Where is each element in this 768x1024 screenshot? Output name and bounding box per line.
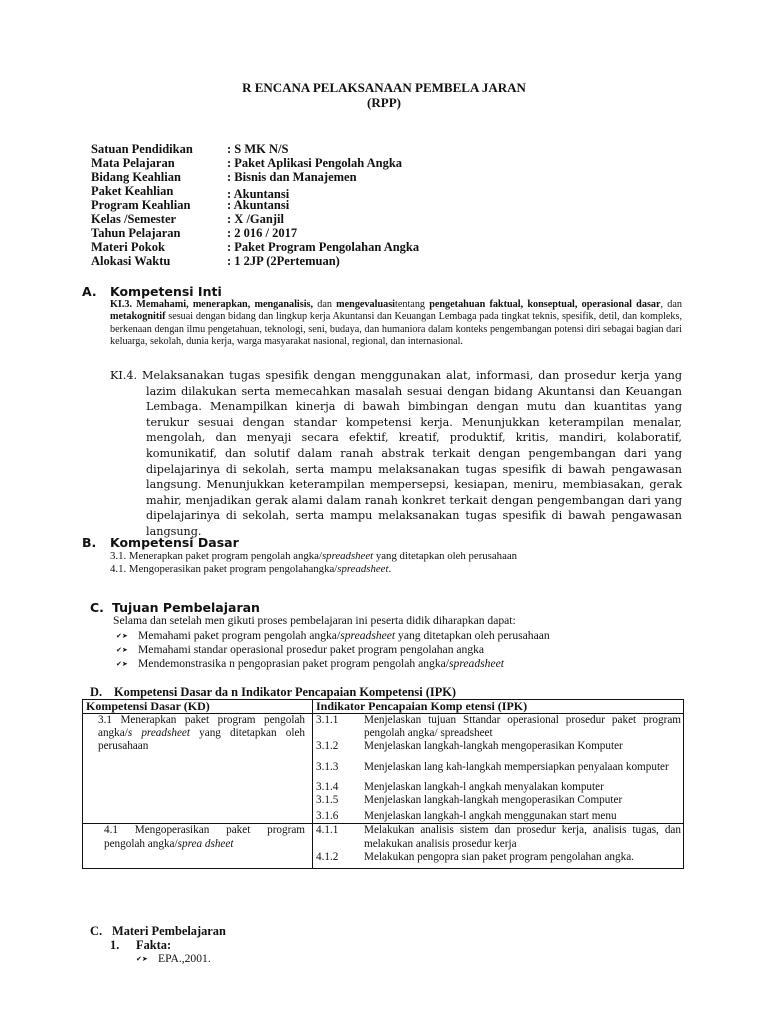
identity-row xyxy=(91,142,288,157)
ipk-item: 3.1.4 Menjelaskan langkah-l angkah menyalakan komputer xyxy=(316,780,604,793)
ipk-table xyxy=(82,699,684,869)
identity-value: : Paket Aplikasi Pengolah Angka xyxy=(227,156,403,170)
ipk-item: 3.1.2 Menjelaskan langkah-langkah mengoperasikan Komputer xyxy=(316,740,623,753)
document-title: R ENCANA PELAKSANAAN PEMBELA JARAN xyxy=(242,80,526,95)
identity-value: : Akuntansi xyxy=(227,187,290,201)
ipk-item: 3.1.1 Menjelaskan tujuan Sttandar operasional prosedur paket program pengolah angka/ spreadsheet xyxy=(316,714,681,740)
ki4-paragraph: KI.4. Melaksanakan tugas spesifik dengan menggunakan alat, informasi, dan prosedur kerja yang lazim dilakukan serta memecahkan masalah sesuai dengan bidang Akuntansi dan Keuangan Lembaga. Menampilkan kinerja di bawah bimbingan dengan mutu dan kuantitas yang terukur sesuai dengan standar kompetensi kerja. Menunjukkan keterampilan menalar, mengolah, dan menyaji secara efektif, kreatif, produktif, kritis, mandiri, kolaboratif, komunikatif, dan solutif dalam ranah abstrak terkait dengan pengembangan dari yang dipelajarinya di sekolah, serta mampu melaksanakan tugas spesifik di bawah pengawasan langsung. Menunjukkan keterampilan mempersepsi, kesiapan, meniru, membiasakan, gerak mahir, menjadikan gerak alami dalam ranah konkret terkait dengan pengembangan dari yang dipelajarinya di sekolah, serta mampu melaksanakan tugas spesifik di bawah pengawasan langsung. xyxy=(110,369,682,538)
identity-row xyxy=(91,156,402,171)
checkmark-bullet-icon: ✔➤ xyxy=(116,646,128,655)
list-item: ✔➤ EPA.,2001. xyxy=(136,952,211,965)
identity-value: : S MK N/S xyxy=(227,142,289,156)
identity-row xyxy=(91,254,340,269)
identity-label: Bidang Keahlian xyxy=(91,170,181,184)
identity-row xyxy=(91,184,289,199)
checkmark-bullet-icon: ✔➤ xyxy=(116,632,128,641)
ipk-item: 3.1.6 Menjelaskan langkah-l angkah menggunakan start menu xyxy=(316,810,617,823)
section-a-heading: A. Kompetensi Inti xyxy=(82,284,222,299)
column-header: Indikator Pencapaian Komp etensi (IPK) xyxy=(313,700,684,714)
identity-row xyxy=(91,226,297,241)
list-item: ✔➤ Mendemonstrasika n pengoprasian paket program pengolah angka/spreadsheet xyxy=(116,657,504,670)
identity-label: Kelas /Semester xyxy=(91,212,177,226)
identity-row xyxy=(91,170,357,185)
identity-value: : Akuntansi xyxy=(227,198,290,212)
identity-value: : X /Ganjil xyxy=(227,212,284,226)
ipk-item: 4.1.1 Melakukan analisis sistem dan prosedur kerja, analisis tugas, dan melakukan analisis prosedur kerja xyxy=(316,824,681,850)
table-row xyxy=(83,824,684,869)
identity-value: : Bisnis dan Manajemen xyxy=(227,170,357,184)
identity-label: Tahun Pelajaran xyxy=(91,226,181,240)
kd-cell: 4.1 Mengoperasikan paket program pengolah angka/sprea dsheet xyxy=(83,824,313,869)
identity-label: Alokasi Waktu xyxy=(91,254,171,268)
identity-row xyxy=(91,212,284,227)
column-header: Kompetensi Dasar (KD) xyxy=(83,700,313,714)
section-c-intro: Selama dan setelah men gikuti proses pembelajaran ini peserta didik diharapkan dapat: xyxy=(113,614,516,627)
ipk-cell xyxy=(313,714,684,824)
identity-label: Paket Keahlian xyxy=(91,184,174,198)
ipk-item: 3.1.3 Menjelaskan lang kah-langkah mempersiapkan penyalaan komputer xyxy=(316,760,669,773)
section-c-heading: C. Tujuan Pembelajaran xyxy=(90,600,260,615)
ipk-cell xyxy=(313,824,684,869)
checkmark-bullet-icon: ✔➤ xyxy=(136,955,148,964)
identity-row xyxy=(91,198,289,213)
document-subtitle: (RPP) xyxy=(367,95,401,110)
subsection-heading: 1. Fakta: xyxy=(110,938,172,952)
table-row xyxy=(83,714,684,824)
identity-value: : 1 2JP (2Pertemuan) xyxy=(227,254,340,268)
section-materi-heading: C. Materi Pembelajaran xyxy=(90,924,226,938)
identity-value: : Paket Program Pengolahan Angka xyxy=(227,240,420,254)
identity-label: Program Keahlian xyxy=(91,198,191,212)
kd-list-item: 3.1. Menerapkan paket program pengolah angka/spreadsheet yang ditetapkan oleh perusahaan xyxy=(110,550,518,562)
section-d-heading: D. Kompetensi Dasar da n Indikator Pencapaian Kompetensi (IPK) xyxy=(90,685,457,699)
section-b-heading: B. Kompetensi Dasar xyxy=(82,535,239,550)
ipk-item: 4.1.2 Melakukan pengopra sian paket program pengolahan angka. xyxy=(316,850,634,863)
identity-value: : 2 016 / 2017 xyxy=(227,226,298,240)
list-item: ✔➤ Memahami standar operasional prosedur paket program pengolahan angka xyxy=(116,643,485,656)
identity-label: Mata Pelajaran xyxy=(91,156,175,170)
identity-row xyxy=(91,240,419,255)
checkmark-bullet-icon: ✔➤ xyxy=(116,660,128,669)
list-item: ✔➤ Memahami paket program pengolah angka/spreadsheet yang ditetapkan oleh perusahaan xyxy=(116,629,550,642)
ki3-paragraph: KI.3. Memahami, menerapkan, menganalisis, dan mengevaluasitentang pengetahuan faktual, konseptual, operasional dasar, dan metakognitif sesuai dengan bidang dan lingkup kerja Akuntansi dan Keuangan Lembaga pada tingkat teknis, spesifik, detil, dan kompleks, berkenaan dengan ilmu pengetahuan, teknologi, seni, budaya, dan humaniora dalam konteks pengembangan potensi diri sebagai bagian dari keluarga, sekolah, dunia kerja, warga masyarakat nasional, regional, dan internasional. xyxy=(110,299,682,348)
identity-label: Satuan Pendidikan xyxy=(91,142,193,156)
kd-list-item: 4.1. Mengoperasikan paket program pengolahangka/spreadsheet. xyxy=(110,563,392,575)
identity-label: Materi Pokok xyxy=(91,240,165,254)
table-header-row xyxy=(83,700,684,714)
kd-cell: 3.1 Menerapkan paket program pengolah angka/s preadsheet yang ditetapkan oleh perusahaan xyxy=(83,714,313,824)
ipk-item: 3.1.5 Menjelaskan langkah-langkah mengoperasikan Computer xyxy=(316,794,623,807)
